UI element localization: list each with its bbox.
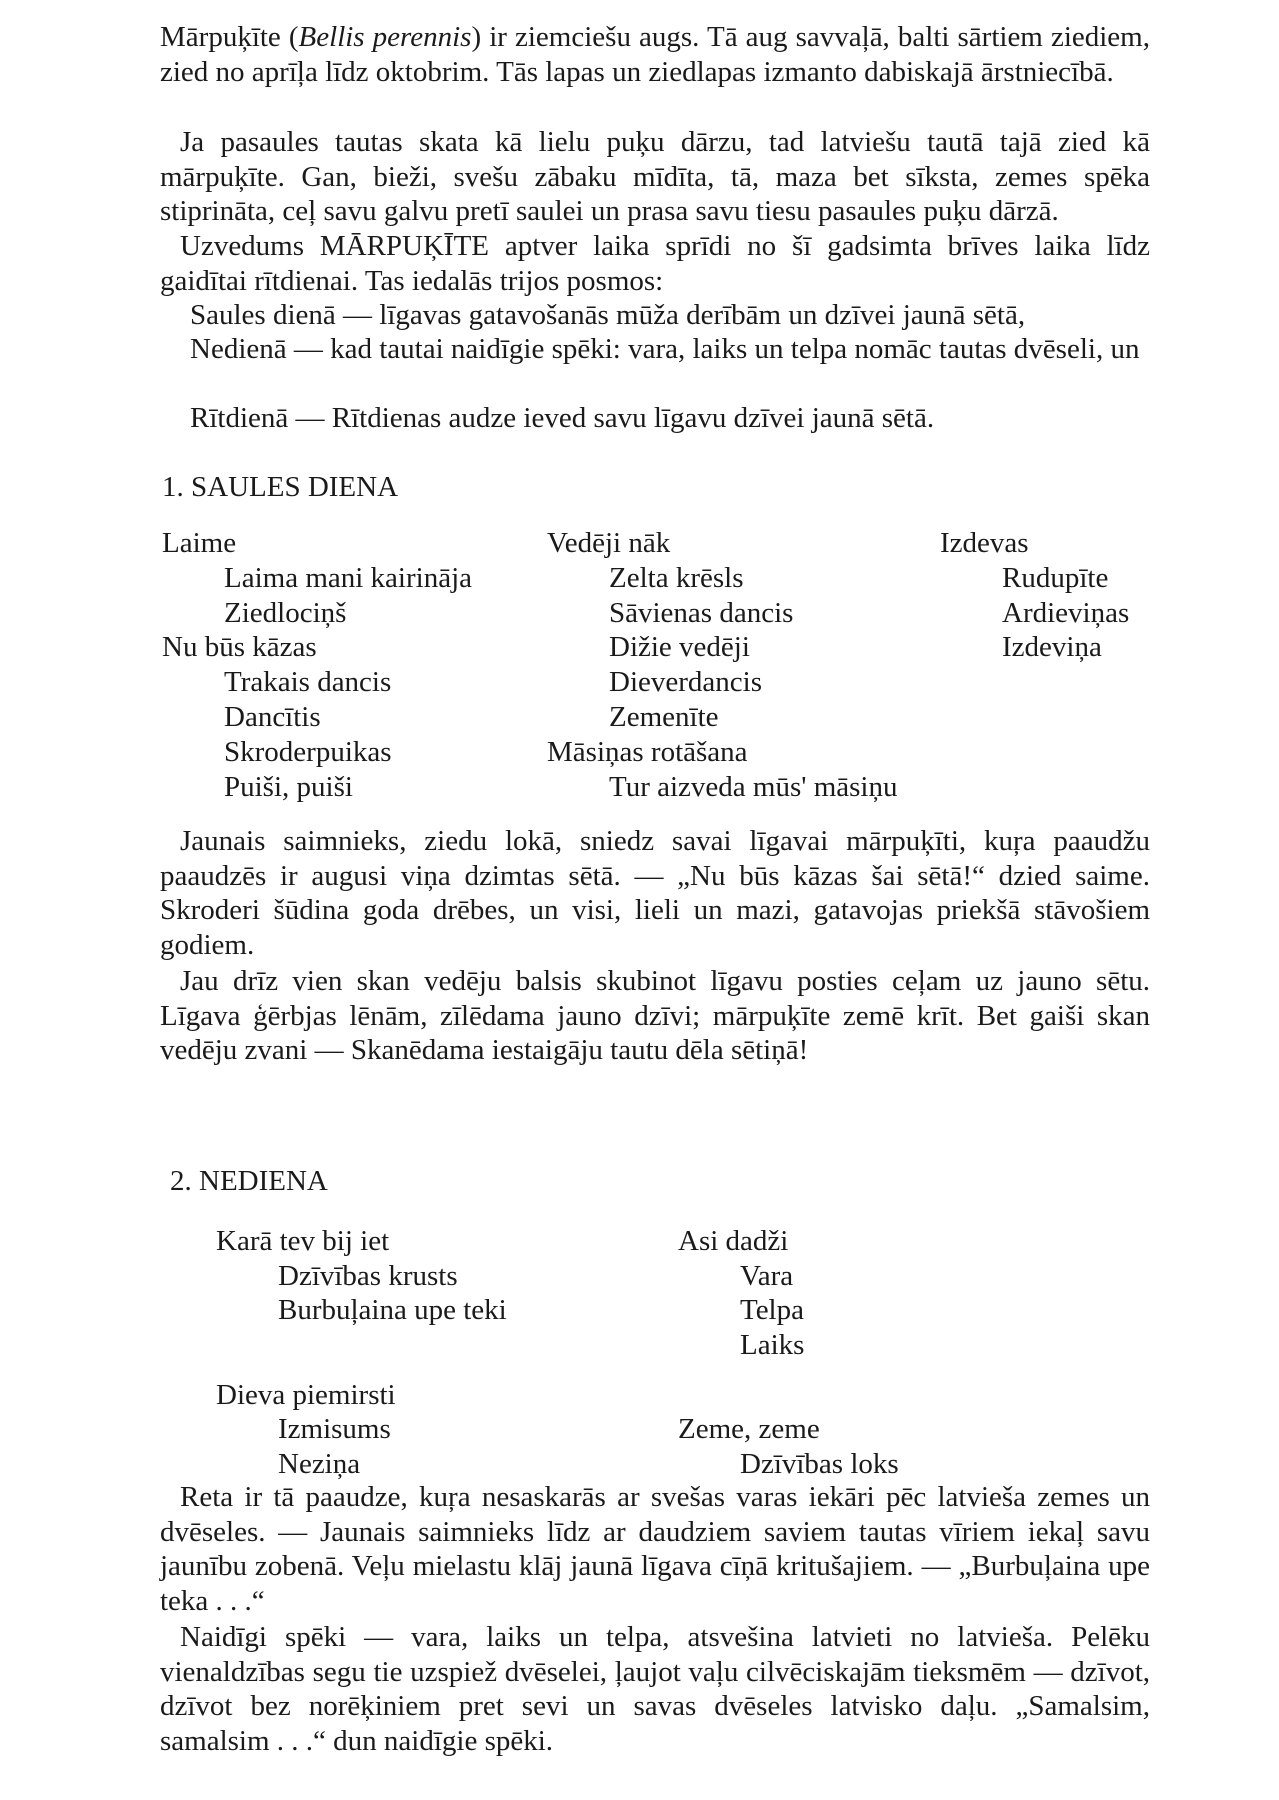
song-item: Tur aizveda mūs' māsiņu bbox=[609, 770, 898, 803]
song-item: Zemenīte bbox=[609, 700, 719, 733]
song-list-column-2 bbox=[547, 526, 898, 804]
song-item: Neziņa bbox=[278, 1447, 361, 1480]
song-item: Izdeviņa bbox=[1002, 631, 1102, 664]
intro-paragraph-3: Uzvedums MĀRPUĶĪTE aptver laika sprīdi no šī gadsimta brīves laika līdz gaidītai rītdienai. Tas iedalās trijos posmos: bbox=[160, 230, 1150, 297]
song-group: Asi dadži bbox=[678, 1225, 789, 1257]
song-item: Izmisums bbox=[278, 1413, 391, 1445]
latin-name: Bellis perennis bbox=[298, 21, 472, 53]
song-item: Rudupīte bbox=[1002, 561, 1109, 594]
song-item: Ardieviņas bbox=[1002, 596, 1130, 629]
song-item: Puiši, puiši bbox=[224, 770, 353, 803]
stage-item: Rītdienā — Rītdienas audze ieved savu līgavu dzīvei jaunā sētā. bbox=[190, 402, 935, 434]
song-item: Dižie vedēji bbox=[609, 631, 750, 664]
stage-item: Saules dienā — līgavas gatavošanās mūža derībām un dzīvei jaunā sētā, bbox=[190, 299, 1026, 331]
section1-paragraph-1: Jaunais saimnieks, ziedu lokā, sniedz savai līgavai mārpuķīti, kuŗa paaudžu paaudzēs ir augusi viņa dzimtas sētā. — „Nu būs kāzas šai sētā!“ dzied saime. Skroderi šūdina goda drēbes, un visi, lieli un mazi, gatavojas priekšā stāvošiem godiem. bbox=[160, 825, 1150, 961]
song-group: Vedēji nāk bbox=[547, 527, 671, 559]
song-group: Nu būs kāzas bbox=[162, 631, 317, 664]
section1-paragraph-2: Jau drīz vien skan vedēju balsis skubinot līgavu posties ceļam uz jauno sētu. Līgava ģērbjas lēnām, zīlēdama jauno dzīvi; mārpuķīte zemē krīt. Bet gaiši skan vedēju zvani — Skanēdama iestaigāju tautu dēla sētiņā! bbox=[160, 965, 1150, 1066]
section-heading-nediena: 2. NEDIENA bbox=[170, 1165, 328, 1197]
song-item: Zelta krēsls bbox=[609, 561, 744, 594]
song-list-column-3 bbox=[940, 526, 1129, 665]
section-heading-saules-diena: 1. SAULES DIENA bbox=[162, 471, 399, 503]
song-group: Izdevas bbox=[940, 527, 1029, 559]
song-item: Dzīvības loks bbox=[740, 1447, 899, 1480]
song-item: Telpa bbox=[740, 1294, 804, 1326]
song-item: Dancītis bbox=[224, 700, 321, 733]
song-group: Zeme, zeme bbox=[678, 1413, 820, 1445]
intro-paragraph-1 bbox=[160, 20, 1150, 89]
intro-paragraph-2: Ja pasaules tautas skata kā lielu puķu dārzu, tad latviešu tautā tajā zied kā mārpuķīte. Gan, bieži, svešu zābaku mīdīta, tā, maza bet sīksta, zemes spēka stiprināta, ceļ savu galvu pretī saulei un prasa savu tiesu pasaules puķu dārzā. bbox=[160, 126, 1150, 227]
nediena-column-2 bbox=[678, 1224, 899, 1481]
song-item: Vara bbox=[740, 1259, 794, 1292]
song-item: Dieverdancis bbox=[609, 666, 762, 699]
song-item: Sāvienas dancis bbox=[609, 596, 794, 629]
song-item: Skroderpuikas bbox=[224, 735, 392, 768]
song-item: Trakais dancis bbox=[224, 666, 392, 699]
nediena-column-1 bbox=[216, 1224, 507, 1481]
song-group: Dieva piemirsti bbox=[216, 1378, 396, 1411]
section2-paragraph-2: Naidīgi spēki — vara, laiks un telpa, atsvešina latvieti no latvieša. Pelēku vienaldzības segu tie uzspiež dvēselei, ļaujot vaļu cilvēciskajām tieksmēm — dzīvot, dzīvot bez norēķiniem pret sevi un savas dvēseles latvisko daļu. „Samalsim, samalsim . . .“ dun naidīgie spēki. bbox=[160, 1621, 1150, 1757]
song-item: Laiks bbox=[740, 1328, 805, 1361]
intro-p1-start: Mārpuķīte ( bbox=[160, 21, 299, 53]
song-item: Ziedlociņš bbox=[224, 596, 347, 629]
song-item: Burbuļaina upe teki bbox=[278, 1294, 507, 1326]
song-group: Karā tev bij iet bbox=[216, 1225, 390, 1257]
section2-paragraph-1: Reta ir tā paaudze, kuŗa nesaskarās ar svešas varas iekāri pēc latvieša zemes un dvēseles. — Jaunais saimnieks līdz ar daudziem saviem tautas vīriem iekaļ savu jaunību zobenā. Veļu mielastu klāj jaunā līgava cīņā kritušajiem. — „Burbuļaina upe teka . . .“ bbox=[160, 1481, 1150, 1617]
stage-item: Nedienā — kad tautai naidīgie spēki: vara, laiks un telpa nomāc tautas dvēseli, un bbox=[190, 333, 1140, 365]
intro-p1-end: ) ir ziemciešu augs. Tā aug savvaļā, balti sārtiem ziediem, zied no aprīļa līdz oktobrim. Tās lapas un ziedlapas izmanto dabiskajā ārstniecībā. bbox=[160, 21, 1150, 88]
song-group: Laime bbox=[162, 527, 237, 559]
song-item: Dzīvības krusts bbox=[278, 1259, 458, 1292]
song-list-column-1 bbox=[162, 526, 472, 804]
song-group: Māsiņas rotāšana bbox=[547, 735, 748, 768]
song-item: Laima mani kairināja bbox=[224, 561, 473, 594]
